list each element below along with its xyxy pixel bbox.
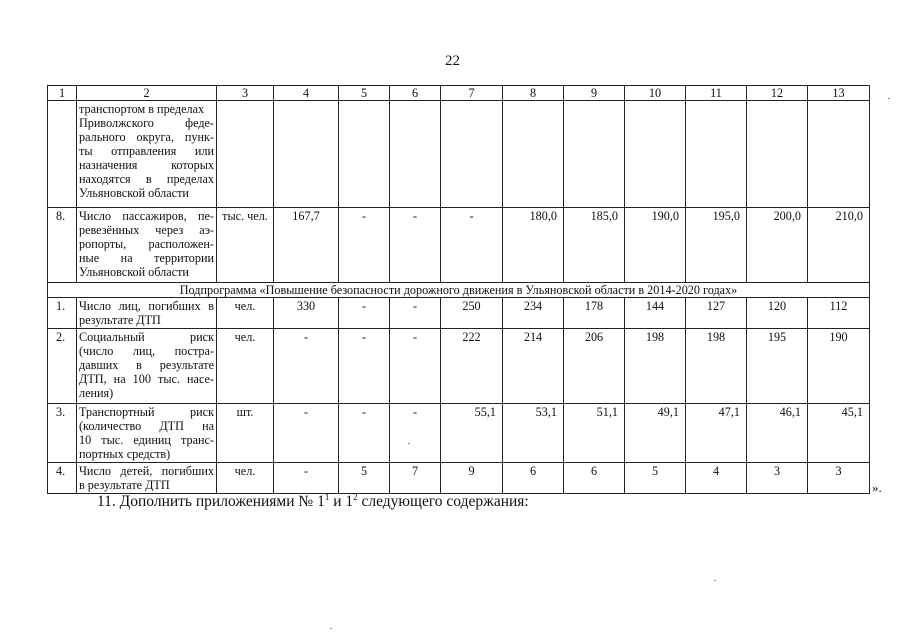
closing-quote: ». xyxy=(872,480,882,495)
value-cell xyxy=(625,101,686,208)
unit-cell: чел. xyxy=(217,298,274,329)
value-cell: 6 xyxy=(503,463,564,494)
value-cell: 190,0 xyxy=(625,208,686,283)
footer-superscript-2: 2 xyxy=(353,492,358,502)
table-row-continuation xyxy=(48,101,870,208)
indicator-name-line: ревезённых через аэ- xyxy=(79,223,214,237)
value-cell: 53,1 xyxy=(503,404,564,463)
row-number-cell: 3. xyxy=(48,404,77,463)
unit-cell: чел. xyxy=(217,463,274,494)
value-cell xyxy=(686,101,747,208)
header-cell: 2 xyxy=(77,86,217,101)
value-cell: 5 xyxy=(339,463,390,494)
table-row-4 xyxy=(48,463,870,494)
footer-text-start: 11. Дополнить приложениями № 1 xyxy=(97,493,325,511)
value-cell xyxy=(747,101,808,208)
indicator-name-cell xyxy=(77,298,217,329)
page-number: 22 xyxy=(445,53,460,69)
indicator-name-line: 10 тыс. единиц транс- xyxy=(79,433,214,447)
value-cell xyxy=(441,101,503,208)
value-cell: 180,0 xyxy=(503,208,564,283)
value-cell: 222 xyxy=(441,329,503,404)
value-cell: - xyxy=(274,404,339,463)
value-cell: 4 xyxy=(686,463,747,494)
header-cell: 5 xyxy=(339,86,390,101)
table-row-3 xyxy=(48,404,870,463)
header-cell: 6 xyxy=(390,86,441,101)
value-cell: 55,1 xyxy=(441,404,503,463)
scan-speck xyxy=(888,98,890,99)
header-cell: 11 xyxy=(686,86,747,101)
table-row-8 xyxy=(48,208,870,283)
value-cell: 51,1 xyxy=(564,404,625,463)
value-cell xyxy=(390,101,441,208)
value-cell: 198 xyxy=(686,329,747,404)
indicator-name-line: портных средств) xyxy=(79,447,171,461)
indicator-name-line: Транспортный риск xyxy=(79,405,214,419)
footer-text-end: следующего содержания: xyxy=(357,493,529,511)
table-row-2 xyxy=(48,329,870,404)
value-cell: 190 xyxy=(808,329,870,404)
indicators-table xyxy=(47,85,870,494)
value-cell: 3 xyxy=(747,463,808,494)
value-cell xyxy=(564,101,625,208)
header-cell: 1 xyxy=(48,86,77,101)
value-cell: - xyxy=(339,329,390,404)
value-cell: 210,0 xyxy=(808,208,870,283)
value-cell: 3 xyxy=(808,463,870,494)
value-cell: - xyxy=(274,463,339,494)
indicator-name-line: Ульяновской области xyxy=(79,186,189,200)
value-cell: 5 xyxy=(625,463,686,494)
indicator-name-line: (количество ДТП на xyxy=(79,419,214,433)
unit-cell: чел. xyxy=(217,329,274,404)
value-cell: 195,0 xyxy=(686,208,747,283)
indicator-name-line: (число лиц, постра- xyxy=(79,344,214,358)
value-cell: 195 xyxy=(747,329,808,404)
value-cell xyxy=(274,101,339,208)
value-cell: 49,1 xyxy=(625,404,686,463)
value-cell: - xyxy=(339,404,390,463)
indicator-name-line: ные на территории xyxy=(79,251,214,265)
indicator-name-line: давших в результате xyxy=(79,358,214,372)
row-number-cell: 4. xyxy=(48,463,77,494)
value-cell xyxy=(339,101,390,208)
table-header-row xyxy=(48,86,870,101)
value-cell: 112 xyxy=(808,298,870,329)
scan-speck xyxy=(714,580,716,581)
value-cell: 127 xyxy=(686,298,747,329)
indicator-name-line: ты отправления или xyxy=(79,144,214,158)
value-cell: - xyxy=(339,208,390,283)
value-cell: 9 xyxy=(441,463,503,494)
row-number-cell xyxy=(48,101,77,208)
subprogram-row xyxy=(48,283,870,298)
indicator-name-cell xyxy=(77,404,217,463)
value-cell: 330 xyxy=(274,298,339,329)
value-cell xyxy=(503,101,564,208)
row-number-cell: 2. xyxy=(48,329,77,404)
value-cell: - xyxy=(274,329,339,404)
unit-cell: тыс. чел. xyxy=(217,208,274,283)
footer-superscript-1: 1 xyxy=(324,492,330,502)
value-cell: 185,0 xyxy=(564,208,625,283)
indicator-name-line: ления) xyxy=(79,386,114,400)
header-cell: 9 xyxy=(564,86,625,101)
indicator-name-line: результате ДТП xyxy=(79,313,161,327)
value-cell: 120 xyxy=(747,298,808,329)
value-cell: 206 xyxy=(564,329,625,404)
header-cell: 8 xyxy=(503,86,564,101)
header-cell: 3 xyxy=(217,86,274,101)
value-cell: 7 xyxy=(390,463,441,494)
value-cell: 46,1 xyxy=(747,404,808,463)
indicator-name-cell xyxy=(77,463,217,494)
indicator-name-line: транспортом в пределах xyxy=(79,102,205,116)
value-cell: - xyxy=(390,208,441,283)
value-cell: 47,1 xyxy=(686,404,747,463)
value-cell: 250 xyxy=(441,298,503,329)
indicator-name-line: Число пассажиров, пе- xyxy=(79,209,214,223)
value-cell: 45,1 xyxy=(808,404,870,463)
indicator-name-line: назначения которых xyxy=(79,158,214,172)
header-cell: 7 xyxy=(441,86,503,101)
value-cell: 200,0 xyxy=(747,208,808,283)
value-cell: - xyxy=(390,404,441,463)
indicator-name-cell xyxy=(77,101,217,208)
value-cell: - xyxy=(441,208,503,283)
indicator-name-line: находятся в пределах xyxy=(79,172,214,186)
value-cell xyxy=(808,101,870,208)
row-number-cell: 8. xyxy=(48,208,77,283)
footer-paragraph xyxy=(97,492,529,511)
indicator-name-line: Приволжского феде- xyxy=(79,116,214,130)
indicator-name-cell xyxy=(77,329,217,404)
row-number-cell: 1. xyxy=(48,298,77,329)
scan-speck xyxy=(408,443,410,444)
scan-speck xyxy=(330,628,332,629)
header-cell: 13 xyxy=(808,86,870,101)
indicator-name-line: ропорты, расположен- xyxy=(79,237,214,251)
unit-cell: шт. xyxy=(217,404,274,463)
footer-text-mid: и 1 xyxy=(329,493,354,511)
value-cell: 214 xyxy=(503,329,564,404)
value-cell: - xyxy=(339,298,390,329)
table-row-1 xyxy=(48,298,870,329)
indicator-name-line: в результате ДТП xyxy=(79,478,170,492)
header-cell: 4 xyxy=(274,86,339,101)
indicator-name-cell xyxy=(77,208,217,283)
header-cell: 12 xyxy=(747,86,808,101)
indicator-name-line: Ульяновской области xyxy=(79,265,189,279)
unit-cell xyxy=(217,101,274,208)
indicator-name-line: рального округа, пунк- xyxy=(79,130,214,144)
value-cell: 178 xyxy=(564,298,625,329)
indicator-name-line: Число детей, погибших xyxy=(79,464,214,478)
value-cell: 198 xyxy=(625,329,686,404)
subprogram-title: Подпрограмма «Повышение безопасности дорожного движения в Ульяновской области в 2014-2020 годах» xyxy=(48,283,870,298)
indicator-name-line: Число лиц, погибших в xyxy=(79,299,214,313)
value-cell: 234 xyxy=(503,298,564,329)
indicator-name-line: ДТП, на 100 тыс. насе- xyxy=(79,372,214,386)
value-cell: - xyxy=(390,298,441,329)
value-cell: 144 xyxy=(625,298,686,329)
value-cell: 6 xyxy=(564,463,625,494)
value-cell: 167,7 xyxy=(274,208,339,283)
header-cell: 10 xyxy=(625,86,686,101)
indicator-name-line: Социальный риск xyxy=(79,330,214,344)
value-cell: - xyxy=(390,329,441,404)
